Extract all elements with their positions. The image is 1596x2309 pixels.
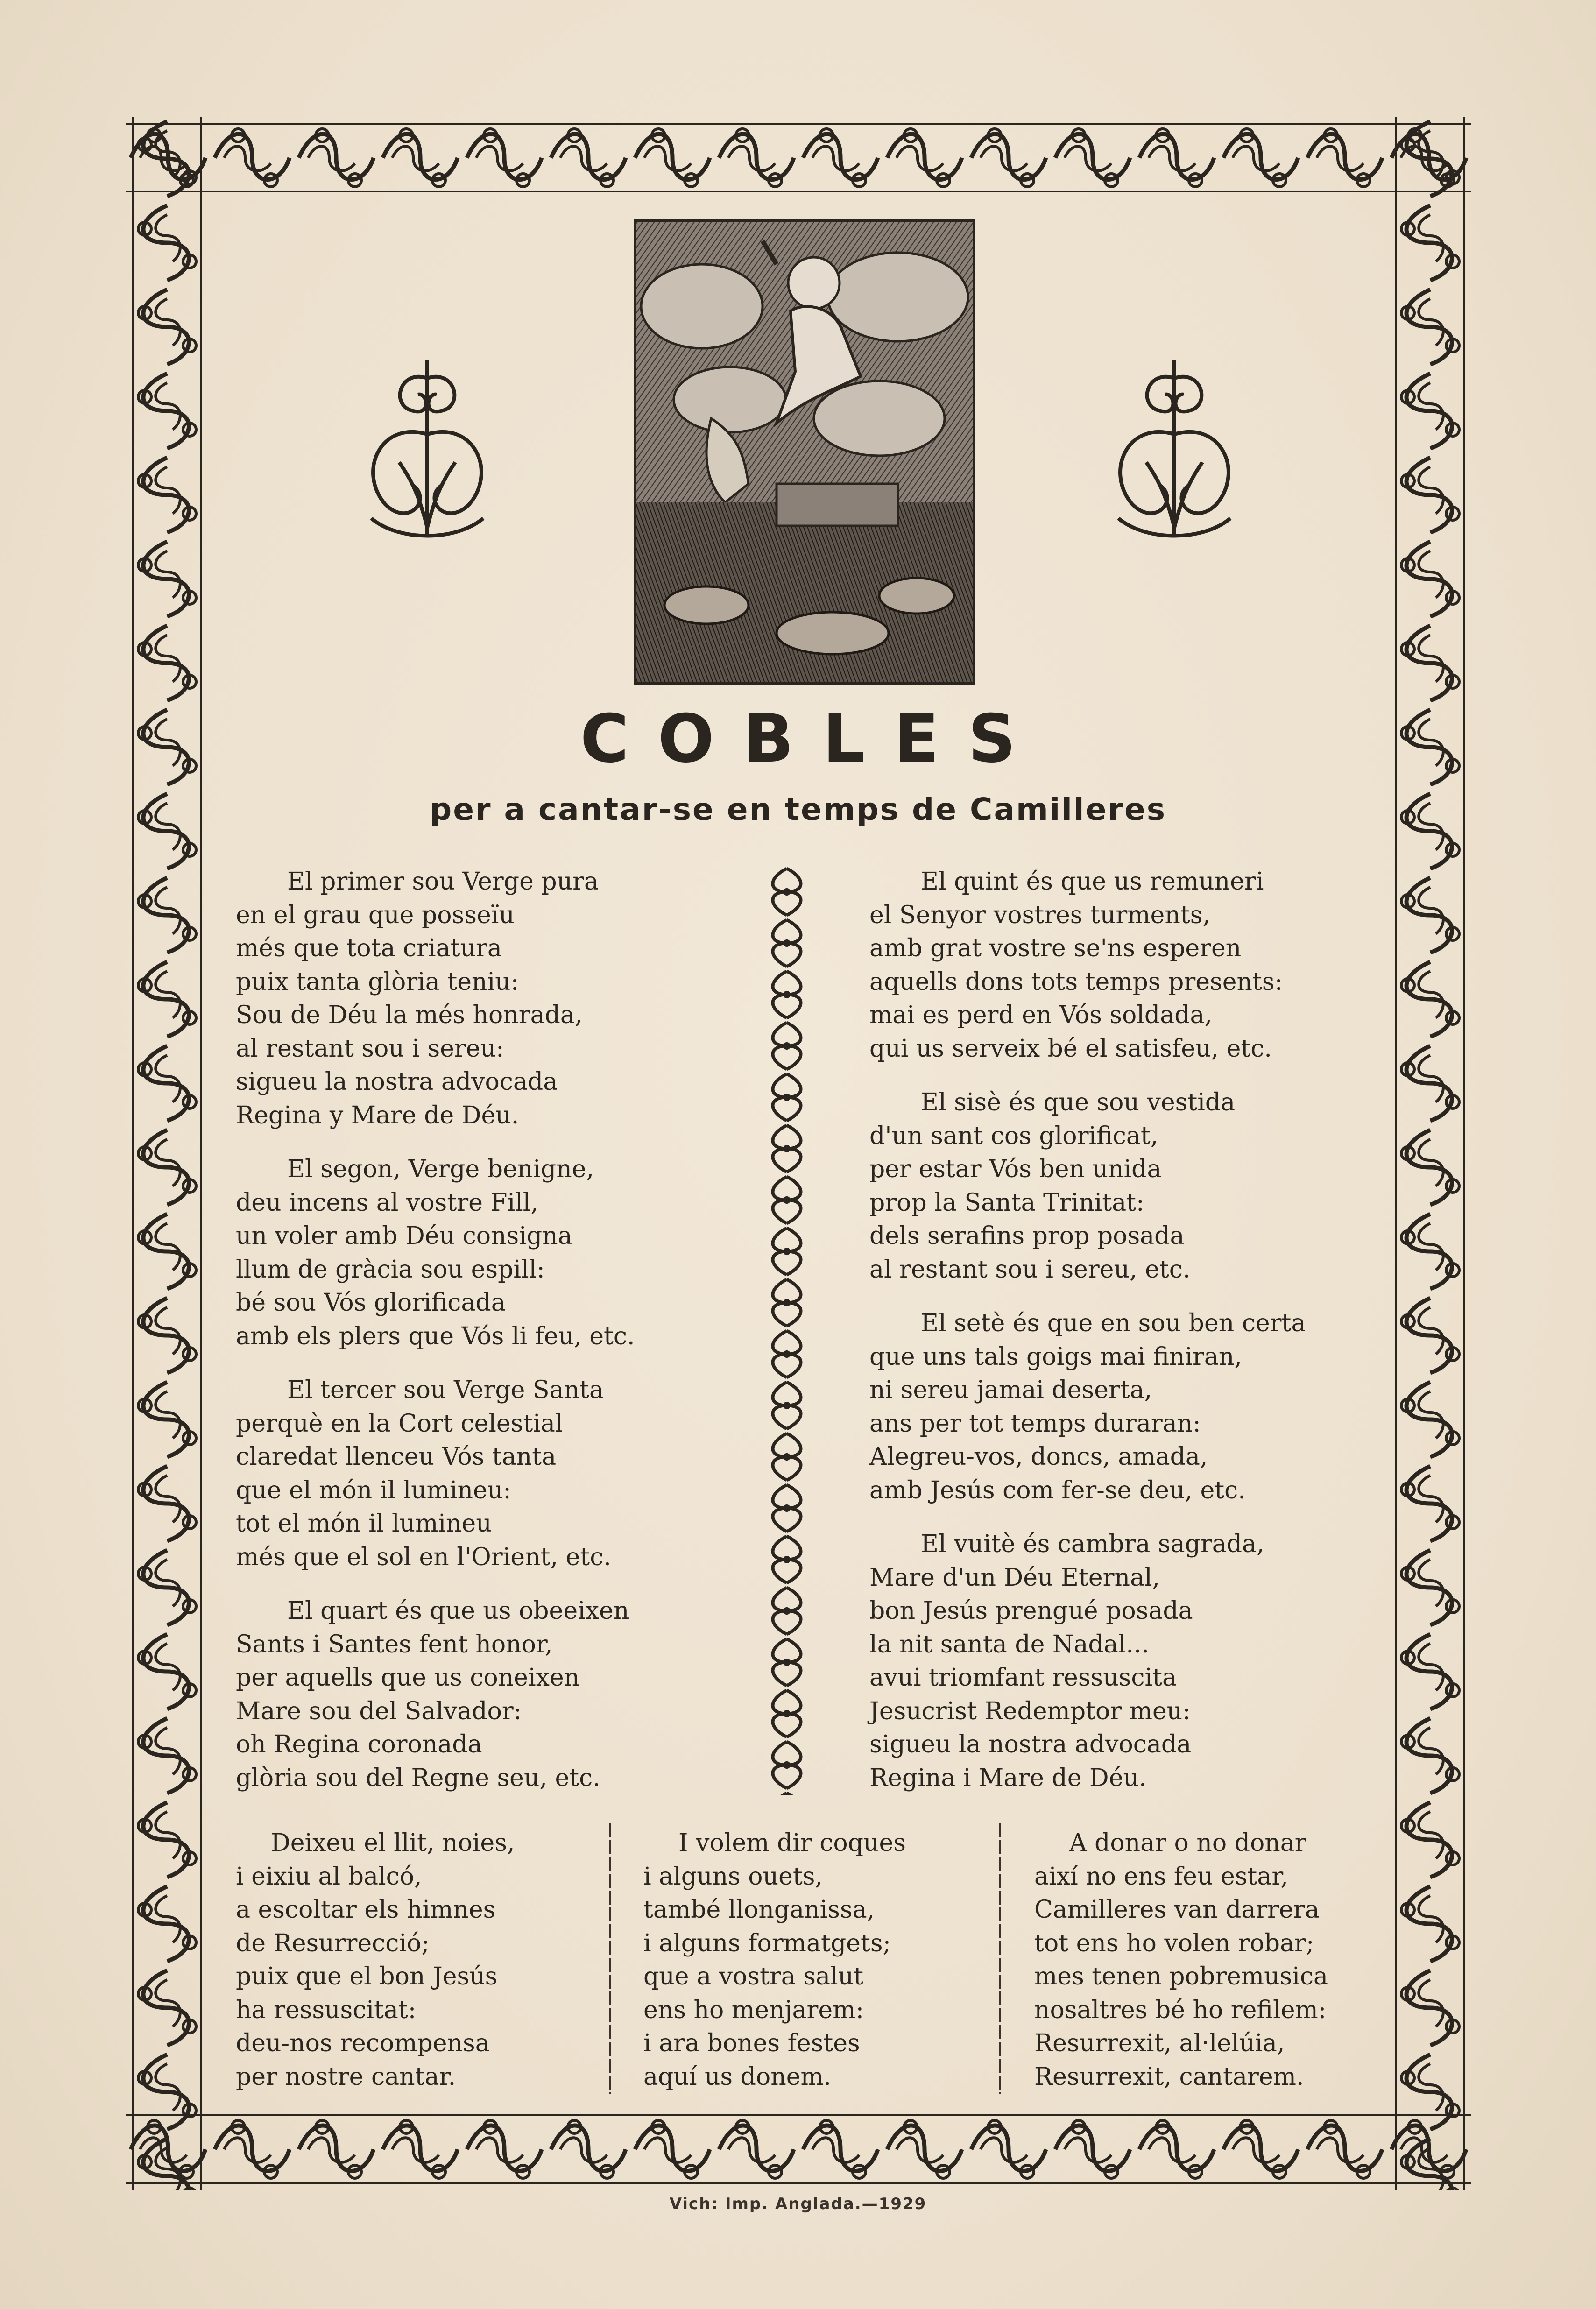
verse-line: oh Regina coronada <box>236 1730 482 1758</box>
ornamental-flourish-icon <box>343 350 511 546</box>
verse-line: El quart és que us obeeixen <box>287 1597 629 1625</box>
verse-line: al restant sou i sereu, etc. <box>869 1255 1191 1284</box>
stanza <box>236 865 749 1132</box>
verse-line: Resurrexit, cantarem. <box>1034 2062 1304 2091</box>
verse-line: prop la Santa Trinitat: <box>869 1188 1144 1217</box>
verse-line: El setè és que en sou ben certa <box>921 1309 1306 1337</box>
verse-line: nosaltres bé ho refilem: <box>1034 1996 1327 2024</box>
verses-right-column <box>869 865 1392 1815</box>
verse-line: al restant sou i sereu: <box>236 1034 504 1063</box>
verse-line: amb els plers que Vós li feu, etc. <box>236 1322 635 1350</box>
printer-imprint: Vich: Imp. Anglada.—1929 <box>669 2195 927 2213</box>
verse-line: tot ens ho volen robar; <box>1034 1929 1314 1957</box>
verse-line: Sants i Santes fent honor, <box>236 1630 553 1659</box>
verse-line: El sisè és que sou vestida <box>921 1088 1236 1116</box>
verse-line: Mare d'un Déu Eternal, <box>869 1563 1160 1592</box>
ornamental-border-bottom <box>126 2108 1471 2190</box>
verse-line: ni sereu jamai deserta, <box>869 1376 1152 1404</box>
ornamental-flourish-icon <box>1090 350 1258 546</box>
verse-line: amb Jesús com fer-se deu, etc. <box>869 1476 1246 1504</box>
verse-line: Sou de Déu la més honrada, <box>236 1001 583 1029</box>
vertical-ornament-divider <box>766 866 808 1795</box>
bottom-verse-column-2 <box>643 1827 1017 2094</box>
verse-line: aquí us donem. <box>643 2062 832 2091</box>
verse-line: més que tota criatura <box>236 934 502 962</box>
stanza <box>869 1528 1392 1795</box>
verse-line: més que el sol en l'Orient, etc. <box>236 1543 611 1571</box>
verse-line: sigueu la nostra advocada <box>236 1068 558 1096</box>
verse-line: Camilleres van darrera <box>1034 1896 1320 1924</box>
verse-line: i alguns formatgets; <box>643 1929 891 1957</box>
verse-line: i alguns ouets, <box>643 1862 823 1891</box>
verse-line: en el grau que posseïu <box>236 901 515 929</box>
verse-line: ans per tot temps duraran: <box>869 1409 1201 1438</box>
verse-line: per nostre cantar. <box>236 2062 456 2091</box>
verse-line: sigueu la nostra advocada <box>869 1730 1192 1758</box>
verse-line: El tercer sou Verge Santa <box>287 1376 604 1404</box>
verse-line: glòria sou del Regne seu, etc. <box>236 1764 600 1792</box>
verse-line: El primer sou Verge pura <box>287 868 599 896</box>
verse-line: i eixiu al balcó, <box>236 1862 422 1891</box>
stanza <box>236 1153 749 1353</box>
verse-line: Resurrexit, al·lelúia, <box>1034 2029 1285 2057</box>
stanza <box>869 1307 1392 1507</box>
verse-line: d'un sant cos glorificat, <box>869 1122 1158 1150</box>
verse-line: ha ressuscitat: <box>236 1996 417 2024</box>
stanza <box>236 1595 749 1795</box>
verse-line: mes tenen pobremusica <box>1034 1963 1328 1991</box>
stanza <box>869 865 1392 1066</box>
verse-line: que uns tals goigs mai finiran, <box>869 1342 1242 1371</box>
verse-line: qui us serveix bé el satisfeu, etc. <box>869 1034 1272 1063</box>
verse-line: i ara bones festes <box>643 2029 860 2057</box>
verse-line: ens ho menjarem: <box>643 1996 864 2024</box>
verse-line: El segon, Verge benigne, <box>287 1155 594 1183</box>
verse-line: El quint és que us remuneri <box>921 868 1264 896</box>
verse-line: Jesucrist Redemptor meu: <box>869 1697 1191 1725</box>
verse-line: a escoltar els himnes <box>236 1896 496 1924</box>
verse-line: A donar o no donar <box>1069 1829 1306 1857</box>
bottom-verse-column-3 <box>1034 1827 1398 2094</box>
verse-line: llum de gràcia sou espill: <box>236 1255 545 1284</box>
verse-line: aquells dons tots temps presents: <box>869 967 1283 996</box>
verse-line: la nit santa de Nadal... <box>869 1630 1149 1659</box>
verse-line: amb grat vostre se'ns esperen <box>869 934 1242 962</box>
verse-line: puix que el bon Jesús <box>236 1963 498 1991</box>
ornamental-border-left <box>126 117 208 2190</box>
verse-line: mai es perd en Vós soldada, <box>869 1001 1213 1029</box>
verse-line: per estar Vós ben unida <box>869 1155 1162 1183</box>
resurrection-woodcut-image <box>634 219 975 685</box>
verse-line: per aquells que us coneixen <box>236 1664 580 1692</box>
verse-line: també llonganissa, <box>643 1896 875 1924</box>
verse-line: Regina i Mare de Déu. <box>869 1764 1147 1792</box>
verse-line: perquè en la Cort celestial <box>236 1409 563 1438</box>
verse-line: deu incens al vostre Fill, <box>236 1188 538 1217</box>
bottom-verse-column-1 <box>236 1827 591 2094</box>
verse-line: que el món il lumineu: <box>236 1476 511 1504</box>
verse-line: un voler amb Déu consigna <box>236 1222 572 1250</box>
verse-line: dels serafins prop posada <box>869 1222 1185 1250</box>
ornamental-border-top <box>126 117 1471 198</box>
verse-line: I volem dir coques <box>678 1829 906 1857</box>
ornamental-border-right <box>1389 117 1471 2190</box>
stanza <box>869 1086 1392 1286</box>
verse-line: El vuitè és cambra sagrada, <box>921 1530 1264 1558</box>
verses-left-column <box>236 865 749 1815</box>
verse-line: Regina y Mare de Déu. <box>236 1101 519 1130</box>
verse-line: Deixeu el llit, noies, <box>271 1829 515 1857</box>
verse-line: avui triomfant ressuscita <box>869 1664 1177 1692</box>
page-title: COBLES <box>580 700 1045 777</box>
verse-line: Mare sou del Salvador: <box>236 1697 522 1725</box>
verse-line: puix tanta glòria teniu: <box>236 967 519 996</box>
verse-line: així no ens feu estar, <box>1034 1862 1288 1891</box>
stanza <box>236 1374 749 1574</box>
column-divider <box>609 1823 611 2094</box>
verse-line: Alegreu-vos, doncs, amada, <box>869 1443 1208 1471</box>
verse-line: el Senyor vostres turments, <box>869 901 1210 929</box>
verse-line: de Resurrecció; <box>236 1929 430 1957</box>
verse-line: tot el món il lumineu <box>236 1510 492 1538</box>
verse-line: bon Jesús prengué posada <box>869 1597 1193 1625</box>
page-subtitle: per a cantar-se en temps de Camilleres <box>429 791 1167 827</box>
verse-line: claredat llenceu Vós tanta <box>236 1443 557 1471</box>
verse-line: que a vostra salut <box>643 1963 863 1991</box>
verse-line: bé sou Vós glorificada <box>236 1289 506 1317</box>
verse-line: deu-nos recompensa <box>236 2029 490 2057</box>
